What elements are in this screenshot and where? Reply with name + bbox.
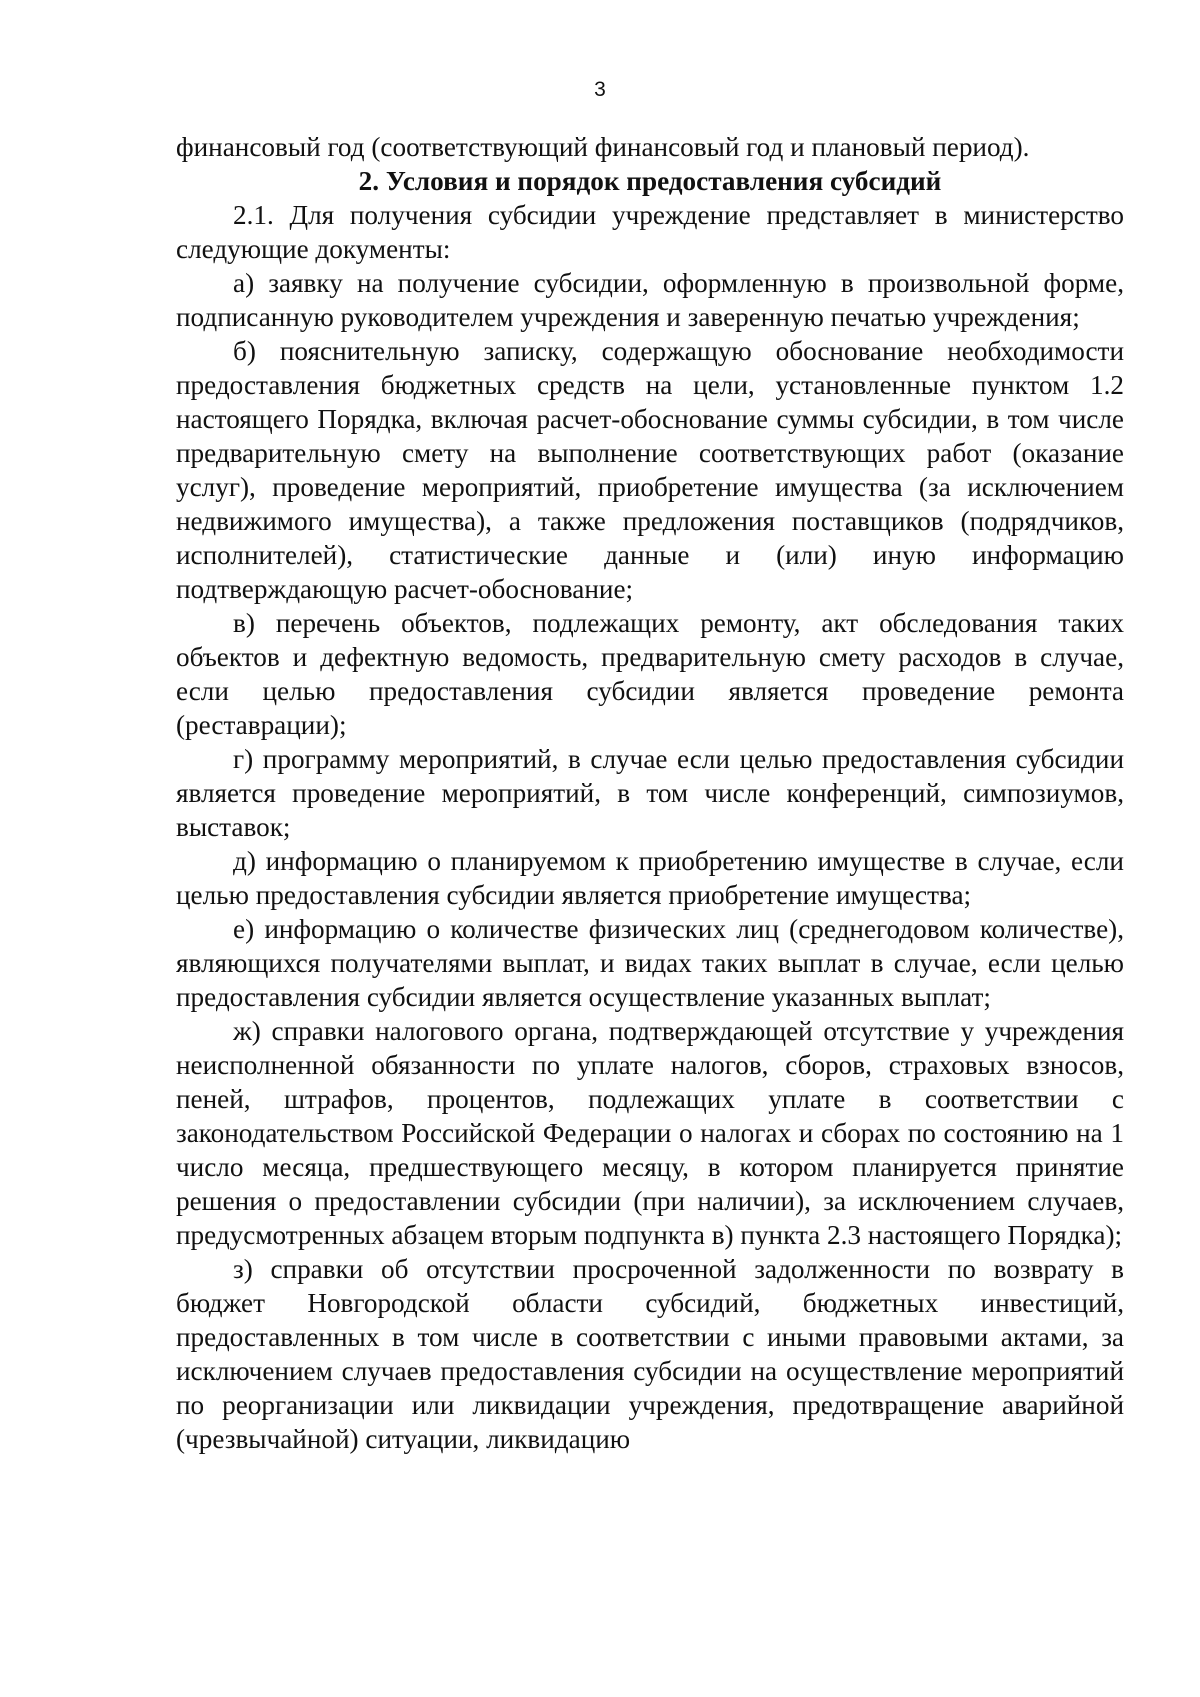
paragraph-item-a: а) заявку на получение субсидии, оформленную в произвольной форме, подписанную руководителем учреждения и заверенную печатью учреждения; [176, 268, 1124, 332]
paragraph-item-z: з) справки об отсутствии просроченной задолженности по возврату в бюджет Новгородской области субсидий, бюджетных инвестиций, предоставленных в том числе в соответствии с иными правовыми актами, за исключением случаев предоставления субсидии на осуществление мероприятий по реорганизации или ликвидации учреждения, предотвращение аварийной (чрезвычайной) ситуации, ликвидацию [176, 1254, 1124, 1454]
paragraph-2-1: 2.1. Для получения субсидии учреждение представляет в министерство следующие документы: [176, 200, 1124, 264]
paragraph-item-g: г) программу мероприятий, в случае если целью предоставления субсидии является проведение мероприятий, в том числе конференций, симпозиумов, выставок; [176, 744, 1124, 842]
continuation-text: финансовый год (соответствующий финансовый год и плановый период). [176, 132, 1030, 162]
section-heading: 2. Условия и порядок предоставления субсидий [358, 166, 942, 196]
paragraph-item-zh: ж) справки налогового органа, подтверждающей отсутствие у учреждения неисполненной обязанности по уплате налогов, сборов, страховых взносов, пеней, штрафов, процентов, подлежащих уплате в соответствии с законодательством Российской Федерации о налогах и сборах по состоянию на 1 число месяца, предшествующего месяцу, в котором планируется принятие решения о предоставлении субсидии (при наличии), за исключением случаев, предусмотренных абзацем вторым подпункта в) пункта 2.3 настоящего Порядка); [176, 1016, 1124, 1250]
paragraph-item-v: в) перечень объектов, подлежащих ремонту, акт обследования таких объектов и дефектную ведомость, предварительную смету расходов в случае, если целью предоставления субсидии является проведение ремонта (реставрации); [176, 608, 1124, 740]
paragraph-item-b: б) пояснительную записку, содержащую обоснование необходимости предоставления бюджетных средств на цели, установленные пунктом 1.2 настоящего Порядка, включая расчет-обоснование суммы субсидии, в том числе предварительную смету на выполнение соответствующих работ (оказание услуг), проведение мероприятий, приобретение имущества (за исключением недвижимого имущества), а также предложения поставщиков (подрядчиков, исполнителей), статистические данные и (или) иную информацию подтверждающую расчет-обоснование; [176, 336, 1124, 604]
paragraph-item-d: д) информацию о планируемом к приобретению имуществе в случае, если целью предоставления субсидии является приобретение имущества; [176, 846, 1124, 910]
document-body [176, 130, 1124, 1456]
page-number: 3 [594, 78, 606, 101]
paragraph-item-e: е) информацию о количестве физических лиц (среднегодовом количестве), являющихся получателями выплат, и видах таких выплат в случае, если целью предоставления субсидии является осуществление указанных выплат; [176, 914, 1124, 1012]
